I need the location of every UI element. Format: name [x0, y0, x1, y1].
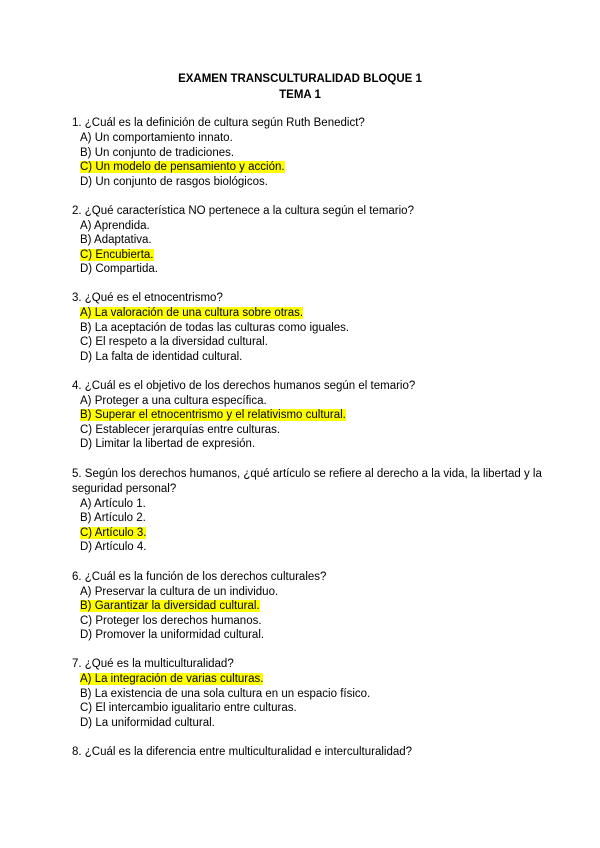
exam-title: EXAMEN TRANSCULTURALIDAD BLOQUE 1	[178, 73, 422, 85]
q2-option-a: A) Aprendida.	[80, 220, 150, 232]
exam-subtitle: TEMA 1	[279, 89, 321, 101]
q5-option-d: D) Artículo 4.	[80, 541, 147, 553]
q2-option-b: B) Adaptativa.	[80, 234, 152, 246]
q7-option-c: C) El intercambio igualitario entre culturas.	[80, 702, 297, 714]
question-3: 3. ¿Qué es el etnocentrismo?	[72, 292, 223, 304]
q6-option-b-highlighted: B) Garantizar la diversidad cultural.	[80, 600, 260, 612]
question-4: 4. ¿Cuál es el objetivo de los derechos humanos según el temario?	[72, 380, 416, 392]
q1-option-a: A) Un comportamiento innato.	[80, 132, 233, 144]
q6-option-c: C) Proteger los derechos humanos.	[80, 615, 262, 627]
q6-option-a: A) Preservar la cultura de un individuo.	[80, 586, 279, 598]
q6-option-d: D) Promover la uniformidad cultural.	[80, 629, 265, 641]
q5-option-a: A) Artículo 1.	[80, 498, 146, 510]
question-7: 7. ¿Qué es la multiculturalidad?	[72, 658, 234, 670]
question-2: 2. ¿Qué característica NO pertenece a la cultura según el temario?	[72, 205, 414, 217]
q5-option-c-highlighted: C) Artículo 3.	[80, 527, 147, 539]
q3-option-c: C) El respeto a la diversidad cultural.	[80, 336, 268, 348]
q1-option-b: B) Un conjunto de tradiciones.	[80, 147, 235, 159]
q2-option-d: D) Compartida.	[80, 263, 158, 275]
q5-option-b: B) Artículo 2.	[80, 512, 146, 524]
q4-option-c: C) Establecer jerarquías entre culturas.	[80, 424, 281, 436]
q1-option-c-highlighted: C) Un modelo de pensamiento y acción.	[80, 161, 285, 173]
q4-option-a: A) Proteger a una cultura específica.	[80, 395, 267, 407]
question-8: 8. ¿Cuál es la diferencia entre multiculturalidad e interculturalidad?	[72, 746, 413, 758]
q7-option-a-highlighted: A) La integración de varias culturas.	[80, 673, 264, 685]
q3-option-b: B) La aceptación de todas las culturas como iguales.	[80, 322, 350, 334]
question-6: 6. ¿Cuál es la función de los derechos culturales?	[72, 571, 327, 583]
q3-option-d: D) La falta de identidad cultural.	[80, 351, 243, 363]
question-1: 1. ¿Cuál es la definición de cultura según Ruth Benedict?	[72, 117, 365, 129]
question-5: 5. Según los derechos humanos, ¿qué artículo se refiere al derecho a la vida, la libertad y la seguridad personal?	[72, 468, 542, 495]
q7-option-d: D) La uniformidad cultural.	[80, 717, 215, 729]
q7-option-b: B) La existencia de una sola cultura en un espacio físico.	[80, 688, 371, 700]
q4-option-d: D) Limitar la libertad de expresión.	[80, 438, 256, 450]
q3-option-a-highlighted: A) La valoración de una cultura sobre otras.	[80, 307, 304, 319]
q2-option-c-highlighted: C) Encubierta.	[80, 249, 154, 261]
q1-option-d: D) Un conjunto de rasgos biológicos.	[80, 176, 268, 188]
q4-option-b-highlighted: B) Superar el etnocentrismo y el relativismo cultural.	[80, 409, 346, 421]
